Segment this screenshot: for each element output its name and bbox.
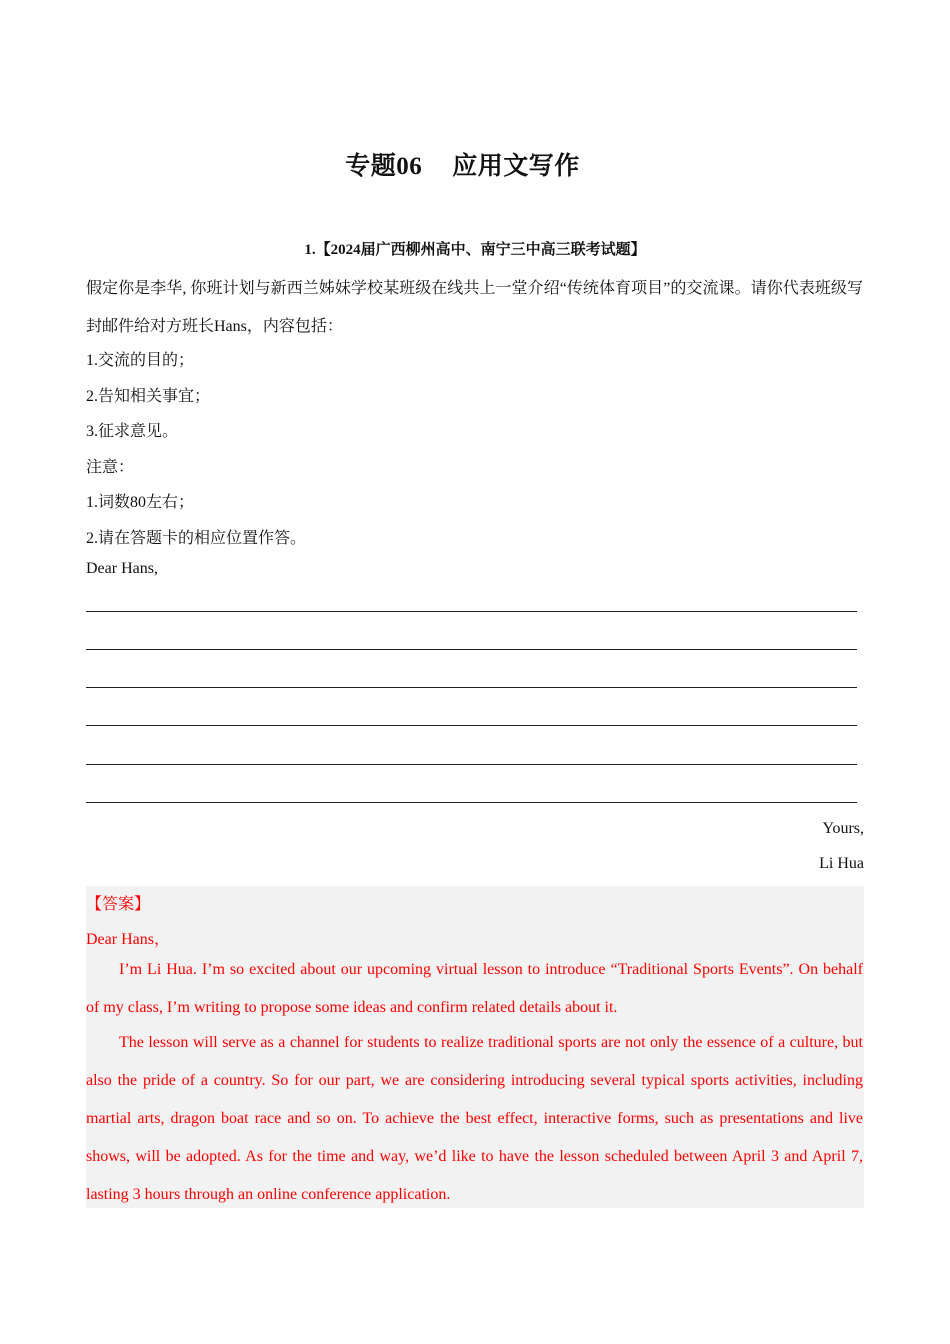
note-1: 1.词数80左右； (86, 494, 195, 511)
answer-paragraph-1: I’m Li Hua. I’m so excited about our upcoming virtual lesson to introduce “Traditional Sports Events”. On behalf of my class, I’m writing to propose some ideas and confirm related details about it. (86, 961, 863, 1016)
question-heading: 1.【2024届广西柳州高中、南宁三中高三联考试题】 (304, 242, 646, 258)
question-prompt: 假定你是李华, 你班计划与新西兰姊妹学校某班级在线共上一堂介绍“传统体育项目”的交流课。请你代表班级写封邮件给对方班长Hans，内容包括： (86, 280, 863, 335)
writing-line (86, 687, 857, 688)
writing-line (86, 611, 857, 612)
title-main: 应用文写作 (452, 153, 580, 180)
answer-label: 【答案】 (86, 896, 151, 913)
note-2: 2.请在答题卡的相应位置作答。 (86, 530, 307, 547)
writing-line (86, 649, 857, 650)
answer-salutation: Dear Hans， (86, 931, 170, 948)
letter-closing: Yours, (822, 820, 864, 837)
title-prefix: 专题06 (345, 153, 423, 180)
writing-line (86, 764, 857, 765)
letter-signature: Li Hua (819, 855, 864, 872)
writing-line (86, 725, 857, 726)
notes-label: 注意： (86, 459, 135, 476)
page-title (0, 146, 925, 182)
point-3: 3.征求意见。 (86, 423, 179, 440)
point-1: 1.交流的目的； (86, 352, 195, 369)
letter-salutation: Dear Hans, (86, 560, 158, 577)
writing-line (86, 802, 857, 803)
point-2: 2.告知相关事宜； (86, 388, 211, 405)
answer-paragraph-2: The lesson will serve as a channel for students to realize traditional sports are not only the essence of a culture, but also the pride of a country. So for our part, we are considering introducing several typical sports activities, including martial arts, dragon boat race and so on. To achieve the best effect, interactive forms, such as presentations and live shows, will be adopted. As for the time and way, we’d like to have the lesson scheduled between April 3 and April 7, lasting 3 hours through an online conference application. (86, 1034, 863, 1203)
